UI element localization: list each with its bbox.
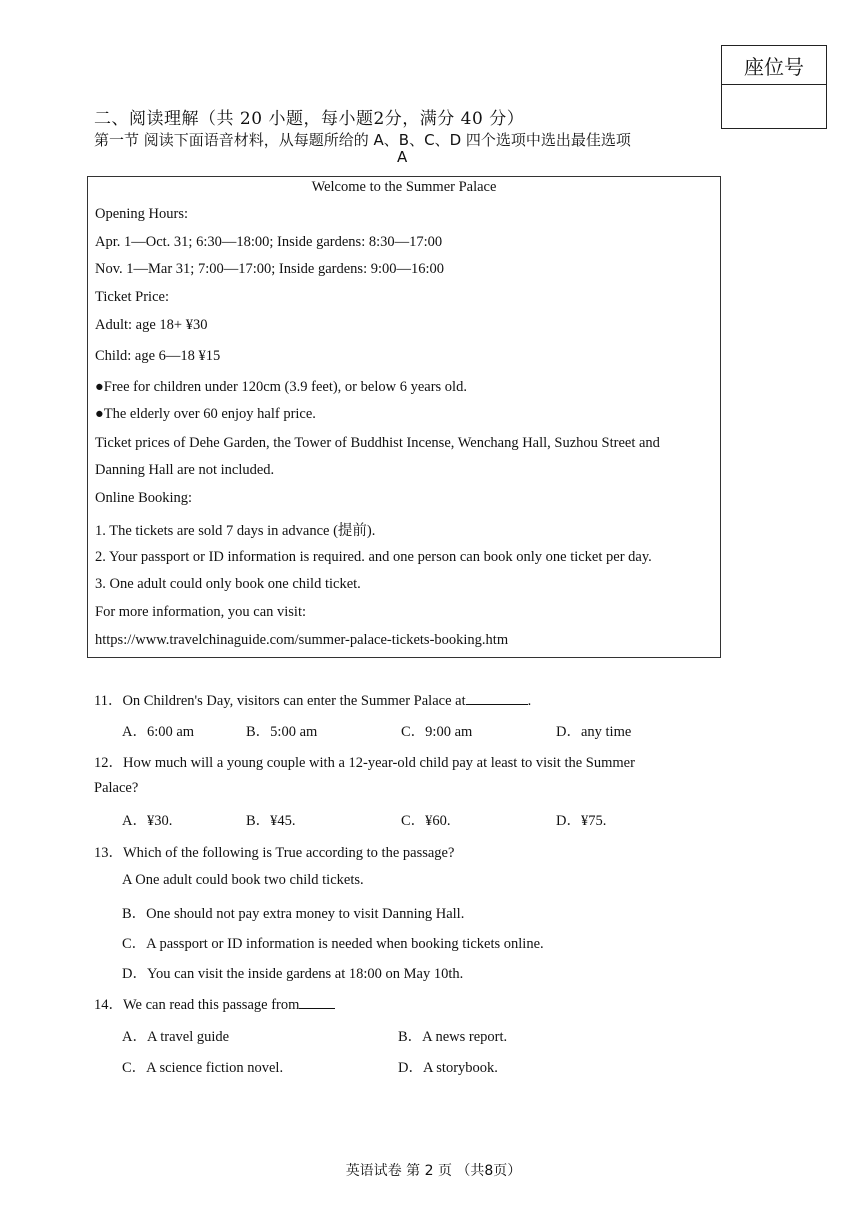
- question-12-cont: Palace?: [94, 780, 139, 796]
- question-13: 13．Which of the following is True according to the passage?: [94, 845, 455, 861]
- answer-blank: [299, 996, 335, 1009]
- option-13-b: B．One should not pay extra money to visit Danning Hall.: [122, 906, 465, 922]
- option-13-d: D．You can visit the inside gardens at 18:00 on May 10th.: [122, 966, 464, 982]
- option-14-b: B．A news report.: [398, 1029, 508, 1045]
- passage-line: Child: age 6—18 ¥15: [95, 348, 221, 364]
- passage-line: ●Free for children under 120cm (3.9 feet), or below 6 years old.: [95, 379, 467, 395]
- section-title: 二、阅读理解（共 20 小题，每小题2分，满分 40 分）: [94, 109, 525, 129]
- section-instructions: 第一节 阅读下面语音材料，从每题所给的 A、B、C、D 四个选项中选出最佳选项: [94, 131, 631, 149]
- question-stem: 11．On Children's Day, visitors can enter the Summer Palace at: [94, 693, 466, 709]
- passage-line: Opening Hours:: [95, 206, 189, 222]
- passage-line: Ticket Price:: [95, 289, 169, 305]
- option-11-d: D．any time: [556, 724, 632, 740]
- passage-link: https://www.travelchinaguide.com/summer-palace-tickets-booking.htm: [95, 632, 509, 648]
- option-13-c: C．A passport or ID information is needed when booking tickets online.: [122, 936, 544, 952]
- option-11-c: C．9:00 am: [401, 724, 473, 740]
- option-14-a: A．A travel guide: [122, 1029, 230, 1045]
- option-12-b: B．¥45.: [246, 813, 296, 829]
- passage-line: Ticket prices of Dehe Garden, the Tower of Buddhist Incense, Wenchang Hall, Suzhou Street and: [95, 435, 660, 451]
- passage-line: ●The elderly over 60 enjoy half price.: [95, 406, 316, 422]
- answer-blank: [466, 692, 528, 705]
- option-13-a: A One adult could book two child tickets.: [122, 872, 364, 888]
- option-11-b: B．5:00 am: [246, 724, 318, 740]
- option-12-a: A．¥30.: [122, 813, 173, 829]
- passage-line: 1. The tickets are sold 7 days in advance (提前).: [95, 523, 376, 539]
- option-14-d: D．A storybook.: [398, 1060, 498, 1076]
- passage-line: Nov. 1—Mar 31; 7:00—17:00; Inside gardens: 9:00—16:00: [95, 261, 445, 277]
- passage-line: Apr. 1—Oct. 31; 6:30—18:00; Inside gardens: 8:30—17:00: [95, 234, 443, 250]
- option-14-c: C．A science fiction novel.: [122, 1060, 284, 1076]
- page-footer: 英语试卷 第 2 页 （共8页）: [345, 1163, 522, 1179]
- seat-number-box: [721, 45, 827, 129]
- question-14: [94, 993, 335, 1014]
- seat-number-label: 座位号: [722, 46, 826, 85]
- passage-box: [87, 176, 721, 658]
- question-11: [94, 689, 531, 710]
- passage-line: Online Booking:: [95, 490, 193, 506]
- passage-line: Adult: age 18+ ¥30: [95, 317, 208, 333]
- passage-line: 3. One adult could only book one child ticket.: [95, 576, 361, 592]
- option-12-c: C．¥60.: [401, 813, 451, 829]
- question-stem: 14．We can read this passage from: [94, 997, 300, 1013]
- passage-title: Welcome to the Summer Palace: [311, 179, 497, 195]
- question-suffix: .: [527, 693, 532, 709]
- passage-line: 2. Your passport or ID information is required. and one person can book only one ticket per day.: [95, 549, 652, 565]
- passage-letter: A: [397, 148, 408, 166]
- option-11-a: A．6:00 am: [122, 724, 195, 740]
- passage-line: Danning Hall are not included.: [95, 462, 275, 478]
- passage-line: For more information, you can visit:: [95, 604, 307, 620]
- question-12: 12．How much will a young couple with a 12-year-old child pay at least to visit the Summer: [94, 755, 635, 771]
- option-12-d: D．¥75.: [556, 813, 607, 829]
